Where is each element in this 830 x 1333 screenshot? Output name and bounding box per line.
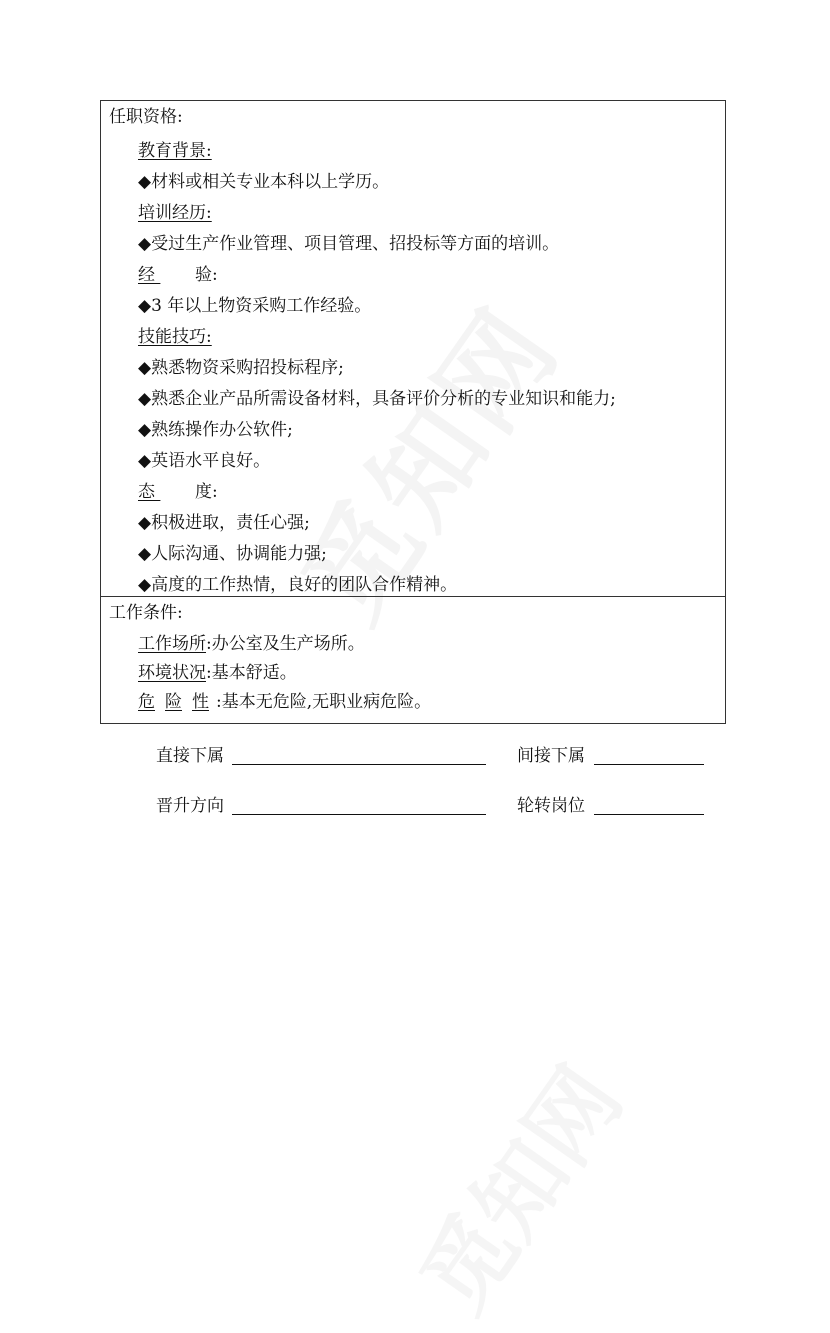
qualifications-heading: 任职资格: bbox=[109, 107, 183, 127]
hazard-label-a: 危 bbox=[138, 692, 155, 712]
promotion-field[interactable] bbox=[232, 814, 486, 815]
direct-subordinate-field[interactable] bbox=[232, 764, 486, 765]
workplace-label: 工作场所 bbox=[138, 634, 206, 654]
experience-label-char1: 经 bbox=[138, 265, 155, 285]
promotion-label: 晋升方向 bbox=[156, 796, 224, 816]
direct-subordinate-label: 直接下属 bbox=[156, 746, 224, 766]
hazard-label-c: 性 bbox=[192, 692, 209, 712]
attitude-label-char1: 态 bbox=[138, 482, 155, 502]
education-label: 教育背景: bbox=[138, 141, 212, 161]
watermark-bottom bbox=[384, 1037, 645, 1333]
environment-row bbox=[138, 663, 297, 683]
indirect-subordinate-field[interactable] bbox=[594, 764, 704, 765]
skills-item: ◆熟悉企业产品所需设备材料，具备评价分析的专业知识和能力; bbox=[138, 389, 616, 409]
education-item: ◆材料或相关专业本科以上学历。 bbox=[138, 172, 390, 192]
experience-label bbox=[138, 265, 224, 285]
workplace-row bbox=[138, 634, 365, 654]
environment-value: :基本舒适。 bbox=[206, 663, 297, 683]
qualification-table bbox=[100, 100, 726, 724]
attitude-label bbox=[138, 482, 224, 502]
indirect-subordinate-label: 间接下属 bbox=[517, 746, 585, 766]
rotation-label: 轮转岗位 bbox=[517, 796, 585, 816]
training-label: 培训经历: bbox=[138, 203, 212, 223]
rotation-field[interactable] bbox=[594, 814, 704, 815]
hazard-row bbox=[138, 692, 431, 712]
qualifications-section bbox=[101, 101, 725, 597]
skills-label: 技能技巧: bbox=[138, 327, 212, 347]
conditions-section bbox=[101, 597, 725, 723]
skills-item: ◆熟悉物资采购招投标程序; bbox=[138, 358, 344, 378]
experience-label-char2: 验: bbox=[195, 265, 218, 285]
conditions-heading: 工作条件: bbox=[109, 603, 183, 623]
hazard-label-b: 险 bbox=[165, 692, 182, 712]
attitude-item: ◆人际沟通、协调能力强; bbox=[138, 544, 327, 564]
attitude-item: ◆积极进取，责任心强; bbox=[138, 513, 310, 533]
workplace-value: :办公室及生产场所。 bbox=[206, 634, 365, 654]
hazard-value: :基本无危险,无职业病危险。 bbox=[216, 692, 432, 712]
experience-item: ◆3 年以上物资采购工作经验。 bbox=[138, 296, 372, 316]
environment-label: 环境状况 bbox=[138, 663, 206, 683]
skills-item: ◆英语水平良好。 bbox=[138, 451, 271, 471]
attitude-label-char2: 度: bbox=[195, 482, 218, 502]
attitude-item: ◆高度的工作热情，良好的团队合作精神。 bbox=[138, 575, 458, 595]
skills-item: ◆熟练操作办公软件; bbox=[138, 420, 293, 440]
training-item: ◆受过生产作业管理、项目管理、招投标等方面的培训。 bbox=[138, 234, 560, 254]
hazard-label bbox=[138, 692, 216, 712]
